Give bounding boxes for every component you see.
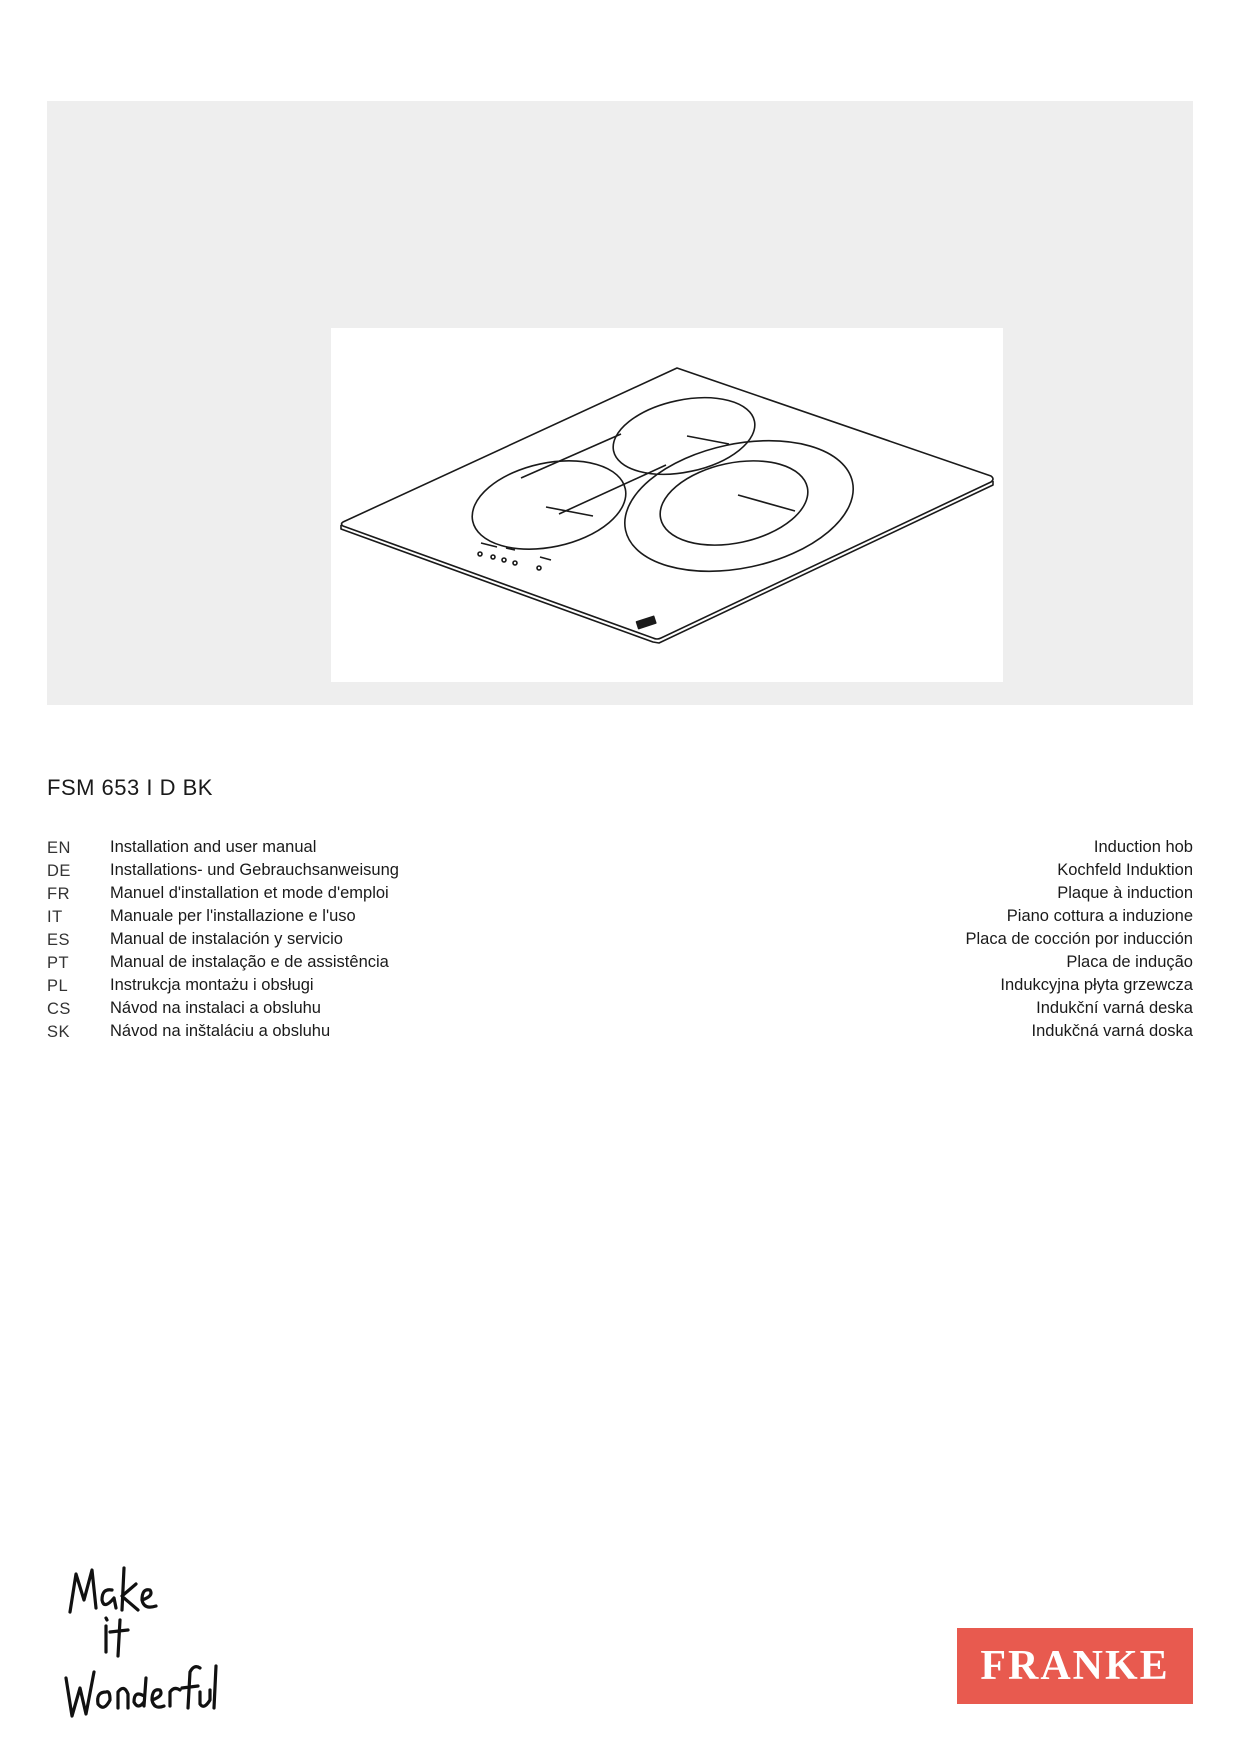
language-list (47, 836, 1193, 1043)
product-name: Indukcyjna płyta grzewcza (1000, 976, 1193, 994)
lang-row-pt (47, 951, 1193, 974)
zone-right-inner (652, 448, 815, 557)
hob-illustration (331, 328, 1003, 682)
lang-row-pl (47, 974, 1193, 997)
product-name: Indukční varná deska (1036, 999, 1193, 1017)
lang-row-es (47, 928, 1193, 951)
product-name: Indukčná varná doska (1031, 1022, 1193, 1040)
lang-row-sk (47, 1020, 1193, 1043)
control-mark-3 (540, 557, 551, 560)
manual-title: Installations- und Gebrauchsanweisung (110, 861, 399, 879)
product-name: Induction hob (1093, 838, 1193, 856)
lang-code: ES (47, 931, 71, 949)
product-name: Placa de indução (1066, 953, 1193, 971)
manual-title: Návod na inštaláciu a obsluhu (110, 1022, 331, 1040)
lang-row-cs (47, 997, 1193, 1020)
hob-plate (342, 368, 994, 639)
franke-logo (957, 1628, 1193, 1704)
control-1 (491, 555, 495, 559)
logo-text: FRANKE (980, 1643, 1170, 1689)
zone-right-mark (738, 495, 795, 511)
zone-rear-left-mark (687, 436, 729, 444)
product-name: Plaque à induction (1057, 884, 1193, 902)
lang-row-en (47, 836, 1193, 859)
manual-title: Manuel d'installation et mode d'emploi (110, 884, 389, 902)
lang-row-it (47, 905, 1193, 928)
make-it-wonderful-slogan (62, 1560, 222, 1730)
control-3 (513, 561, 517, 565)
control-power (478, 552, 482, 556)
hero-panel (47, 101, 1193, 705)
lang-code: PT (47, 954, 70, 972)
manual-title: Installation and user manual (110, 838, 317, 856)
zone-right-outer (613, 421, 866, 591)
manual-title: Manuale per l'installazione e l'uso (110, 907, 356, 925)
lang-row-de (47, 859, 1193, 882)
lang-code: EN (47, 839, 71, 857)
manual-title: Manual de instalação e de assistência (110, 953, 389, 971)
manual-title: Instrukcja montażu i obsługi (110, 976, 314, 994)
lang-row-fr (47, 882, 1193, 905)
lang-code: CS (47, 1000, 71, 1018)
hob-drawing (331, 328, 1003, 682)
lang-code: PL (47, 977, 69, 995)
product-name: Placa de cocción por inducción (965, 930, 1193, 948)
zone-rear-left (606, 386, 762, 486)
hob-edge (341, 481, 993, 643)
product-name: Piano cottura a induzione (1006, 907, 1193, 925)
hob-badge (637, 616, 656, 628)
bridge-line-top (521, 434, 621, 478)
bridge-line-bottom (559, 465, 666, 514)
slogan-handwriting (62, 1560, 222, 1730)
product-name: Kochfeld Induktion (1057, 861, 1193, 879)
model-title: FSM 653 I D BK (47, 775, 213, 800)
control-4 (537, 566, 541, 570)
control-2 (502, 558, 506, 562)
lang-code: IT (47, 908, 63, 926)
lang-code: DE (47, 862, 71, 880)
lang-code: FR (47, 885, 70, 903)
manual-title: Návod na instalaci a obsluhu (110, 999, 321, 1017)
manual-title: Manual de instalación y servicio (110, 930, 343, 948)
lang-code: SK (47, 1023, 71, 1041)
